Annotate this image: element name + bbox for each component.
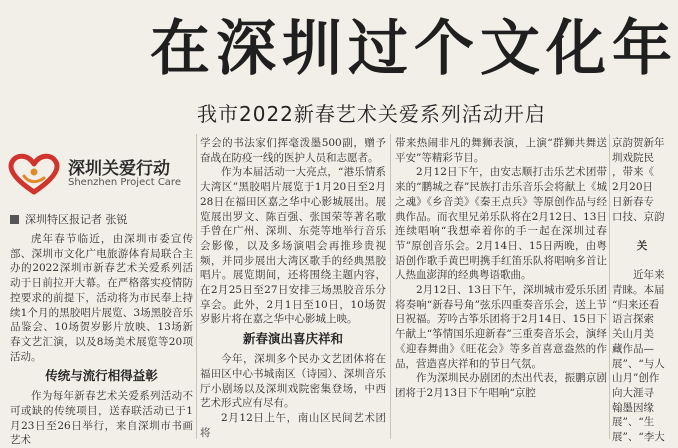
line: 展”、“生	[612, 416, 655, 429]
line: 京韵贺新年	[612, 137, 665, 149]
line	[612, 224, 672, 239]
subheadline: 我市2022新春艺术关爱系列活动开启	[197, 102, 546, 126]
section-heading: 传统与流行相得益彰	[45, 368, 158, 384]
paragraph: 作为深圳民办剧团的杰出代表，振鹏京剧团将于2月13日下午唱响“京腔	[395, 372, 607, 399]
line: 展”、“李大	[612, 431, 665, 444]
line: 近年来	[633, 269, 665, 282]
line: 青睐。本届	[612, 284, 665, 297]
line: 口技、京韵	[612, 210, 665, 223]
line: 藏作品—	[612, 342, 654, 355]
line: 展”、“与人	[612, 357, 665, 370]
line: 日新春专	[612, 195, 654, 208]
logo-title: 深圳关爱行动	[68, 159, 170, 179]
line: “归来还看	[612, 298, 660, 311]
paragraph: 今年，深圳多个民办文艺团体将在福田区中心书城南区（诗园）、深圳音乐厅小剧场以及深圳戏院密集登场，中西艺术形式应有尽有。	[200, 353, 386, 410]
paragraph: 2月12日下午，由安志顺打击乐艺术团带来的“鹏城之春”民族打击乐音乐会将献上《城之魂》《乡音美》《秦王点兵》等原创作品与经典作品。而衣里兄弟乐队将在2月12日、13日连续唱响“我想牵着你的手一起在深圳过春节”原创音乐会。2月14日、15日两晚，由粤语创作歌手黄巴明携手红笛乐队将唱响多首让人热血澎湃的经典粤语歌曲。	[395, 166, 607, 282]
line: 翰墨因缘	[612, 401, 654, 414]
paragraph: 虎年春节临近，由深圳市委宣传部、深圳市文化广电旅游体育局联合主办的2022深圳市新春艺术关爱系列活动于日前拉开大幕。在严格落实疫情防控要求的前提下，活动将为市民奉上持续1个月的黑胶唱片展览、3场黑胶音乐品鉴会、10场贺岁影片放映、13场新春文艺汇演，以及8场美术展览等20项活动。	[10, 233, 193, 363]
headline: 在深圳过个文化年	[150, 14, 678, 84]
paragraph: 学会的书法家们挥毫泼墨500副，赠予奋战在防疫一线的医护人员和志愿者。	[200, 137, 386, 164]
column-divider	[196, 134, 197, 439]
square-bullet-icon	[10, 215, 19, 224]
paragraph: 作为每年新春艺术关爱系列活动不可或缺的传统项目，送春联活动已于1月23日至26日举行，来自深圳市书画艺术	[10, 390, 193, 447]
paragraph: 作为本届活动一大亮点，“港乐情系大湾区”黑胶唱片展览于1月20日至2月28日在福田区嘉之华中心影城展出。展览展出罗文、陈百强、张国荣等著名歌手曾在广州、深圳、东莞等地举行音乐会影像，以及多场演唱会再推珍贵视频，并同步展出大湾区歌手的经典黑胶唱片。展览期间，还将围绕主题内容，在2月25日至27日安排三场黑胶音乐分享会。此外，2月1日至10日，10场贺岁影片将在嘉之华中心影城上映。	[200, 166, 386, 326]
paragraph: 2月12日、13日下午，深圳城市爱乐乐团将奏响“新春号角”弦乐四重奏音乐会，送上节日祝福。芳吟古筝乐团将于2月14日、15日下午献上“筝情国乐迎新春”三重奏音乐会，演绎《迎春舞曲》《旺花会》等多首喜意盎然的作品，营造喜庆祥和的节日气氛。	[395, 284, 607, 370]
line: ，带来《	[612, 166, 654, 179]
section-heading: 新春演出喜庆祥和	[242, 331, 343, 347]
column-divider	[609, 134, 610, 439]
heart-logo-icon	[6, 152, 62, 196]
line	[612, 254, 672, 269]
logo-subtitle: Shenzhen Project Care	[68, 177, 181, 188]
line: 关	[636, 239, 648, 252]
paragraph: 2月12日上午，南山区民间艺术团将	[200, 411, 386, 439]
byline	[10, 211, 128, 227]
article-column-3	[395, 136, 607, 401]
article-column-4-cropped	[612, 136, 672, 444]
article-column-1	[10, 232, 193, 448]
line: 2月20日	[612, 181, 654, 194]
line: 关山月美	[612, 328, 654, 341]
line: 圳戏院民	[612, 151, 654, 164]
byline-text: 深圳特区报记者 张锐	[25, 213, 128, 226]
line: 向大涯寻	[612, 386, 654, 399]
project-care-logo	[6, 152, 196, 196]
column-divider	[390, 134, 391, 439]
line: 山月”创作	[612, 372, 660, 385]
article-column-2	[200, 136, 386, 440]
line: 语言探索	[612, 313, 654, 326]
paragraph: 带来热闹非凡的舞狮表演，上演“群狮共舞送平安”等精彩节目。	[395, 137, 607, 164]
